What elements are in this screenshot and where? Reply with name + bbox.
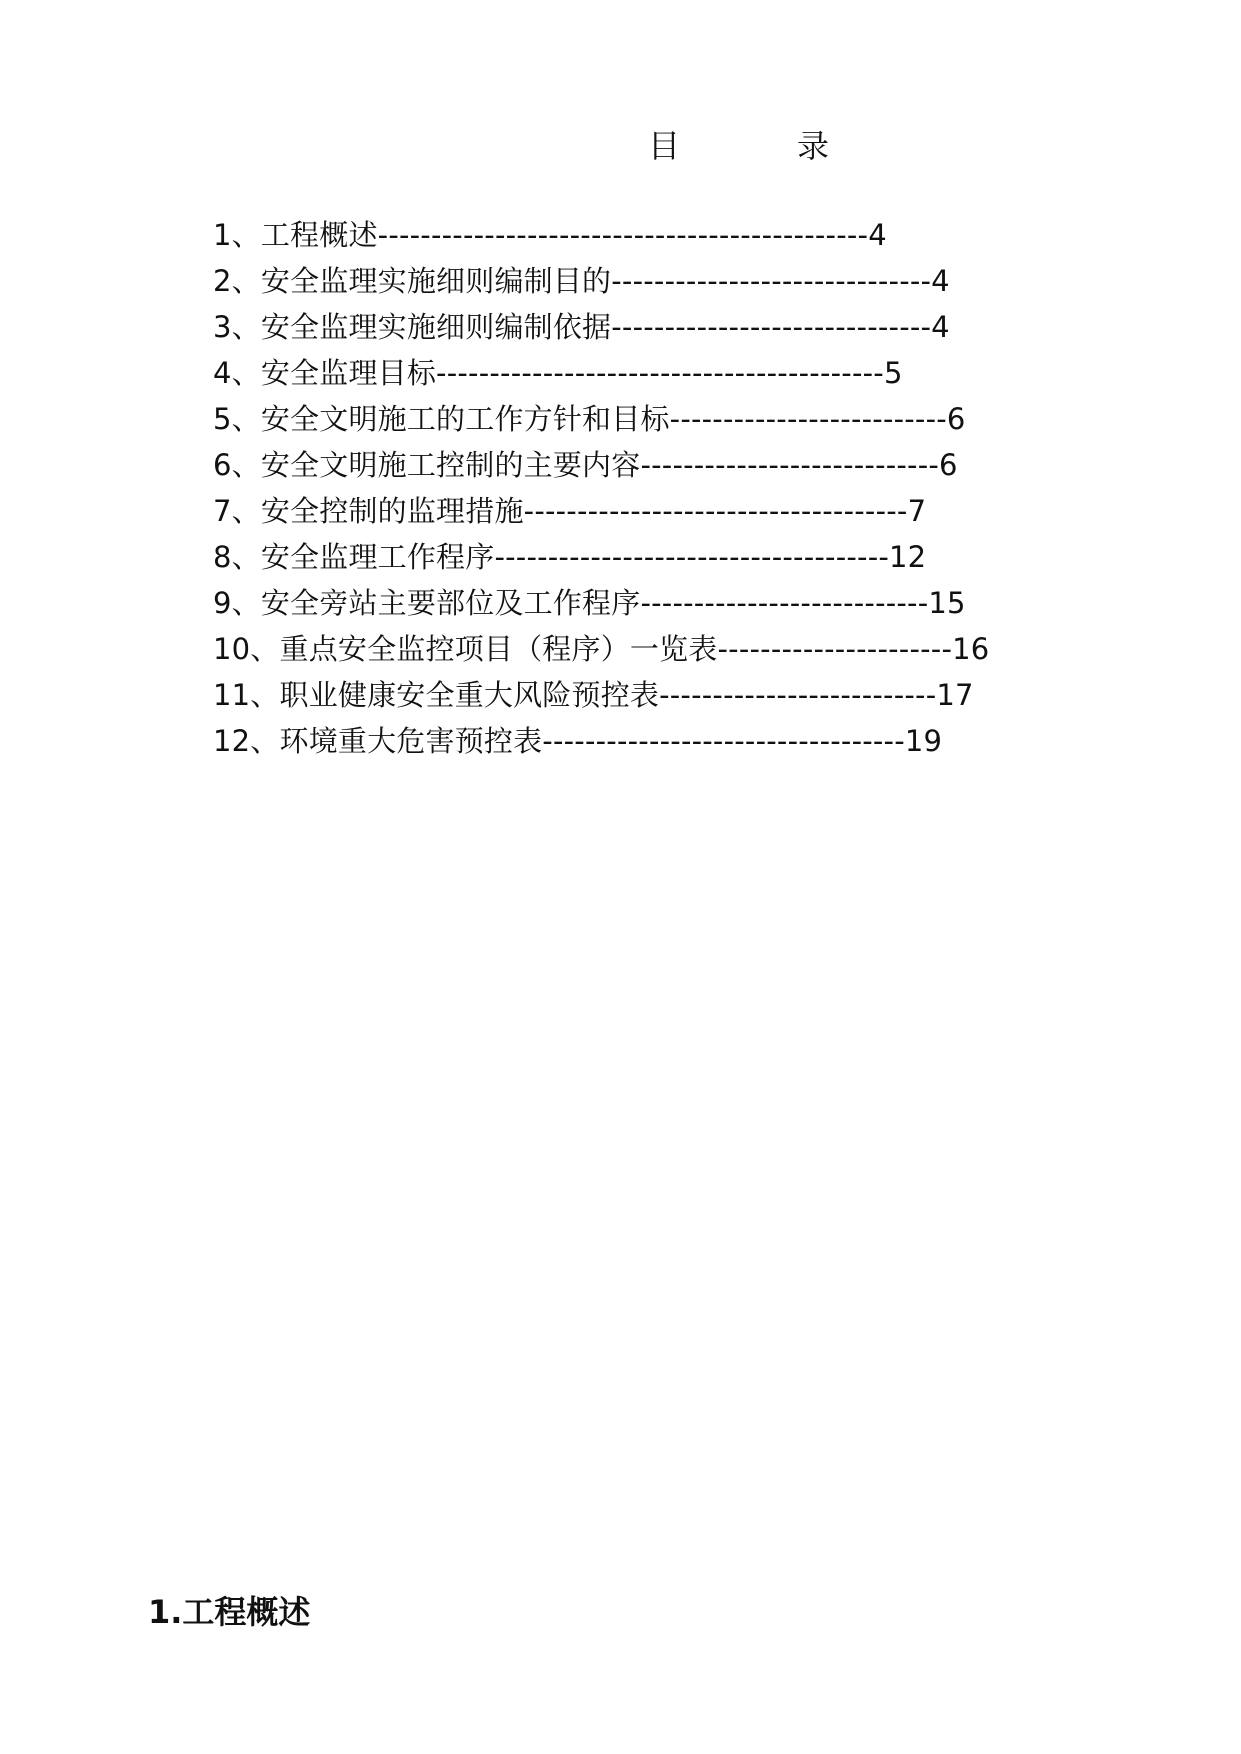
toc-entry[interactable]: 9、安全旁站主要部位及工作程序---------------------------15 <box>213 586 966 620</box>
toc-entry[interactable]: 12、环境重大危害预控表----------------------------------19 <box>213 724 943 758</box>
toc-title <box>0 124 1241 168</box>
toc-entry[interactable]: 8、安全监理工作程序-------------------------------------12 <box>213 540 927 574</box>
toc-title-char: 录 <box>797 127 830 165</box>
toc-entry[interactable]: 11、职业健康安全重大风险预控表--------------------------17 <box>213 678 974 712</box>
toc-entry[interactable]: 7、安全控制的监理措施------------------------------------7 <box>213 494 927 528</box>
section-heading: 1.工程概述 <box>148 1593 311 1631</box>
table-of-contents <box>213 212 989 764</box>
toc-entry[interactable]: 2、安全监理实施细则编制目的------------------------------4 <box>213 264 950 298</box>
toc-entry[interactable]: 5、安全文明施工的工作方针和目标--------------------------6 <box>213 402 966 436</box>
toc-entry[interactable]: 4、安全监理目标------------------------------------------5 <box>213 356 903 390</box>
toc-entry[interactable]: 10、重点安全监控项目（程序）一览表----------------------16 <box>213 632 990 666</box>
toc-entry[interactable]: 6、安全文明施工控制的主要内容----------------------------6 <box>213 448 958 482</box>
toc-entry[interactable]: 1、工程概述----------------------------------------------4 <box>213 218 887 252</box>
toc-title-char: 目 <box>648 127 681 165</box>
toc-entry[interactable]: 3、安全监理实施细则编制依据------------------------------4 <box>213 310 950 344</box>
